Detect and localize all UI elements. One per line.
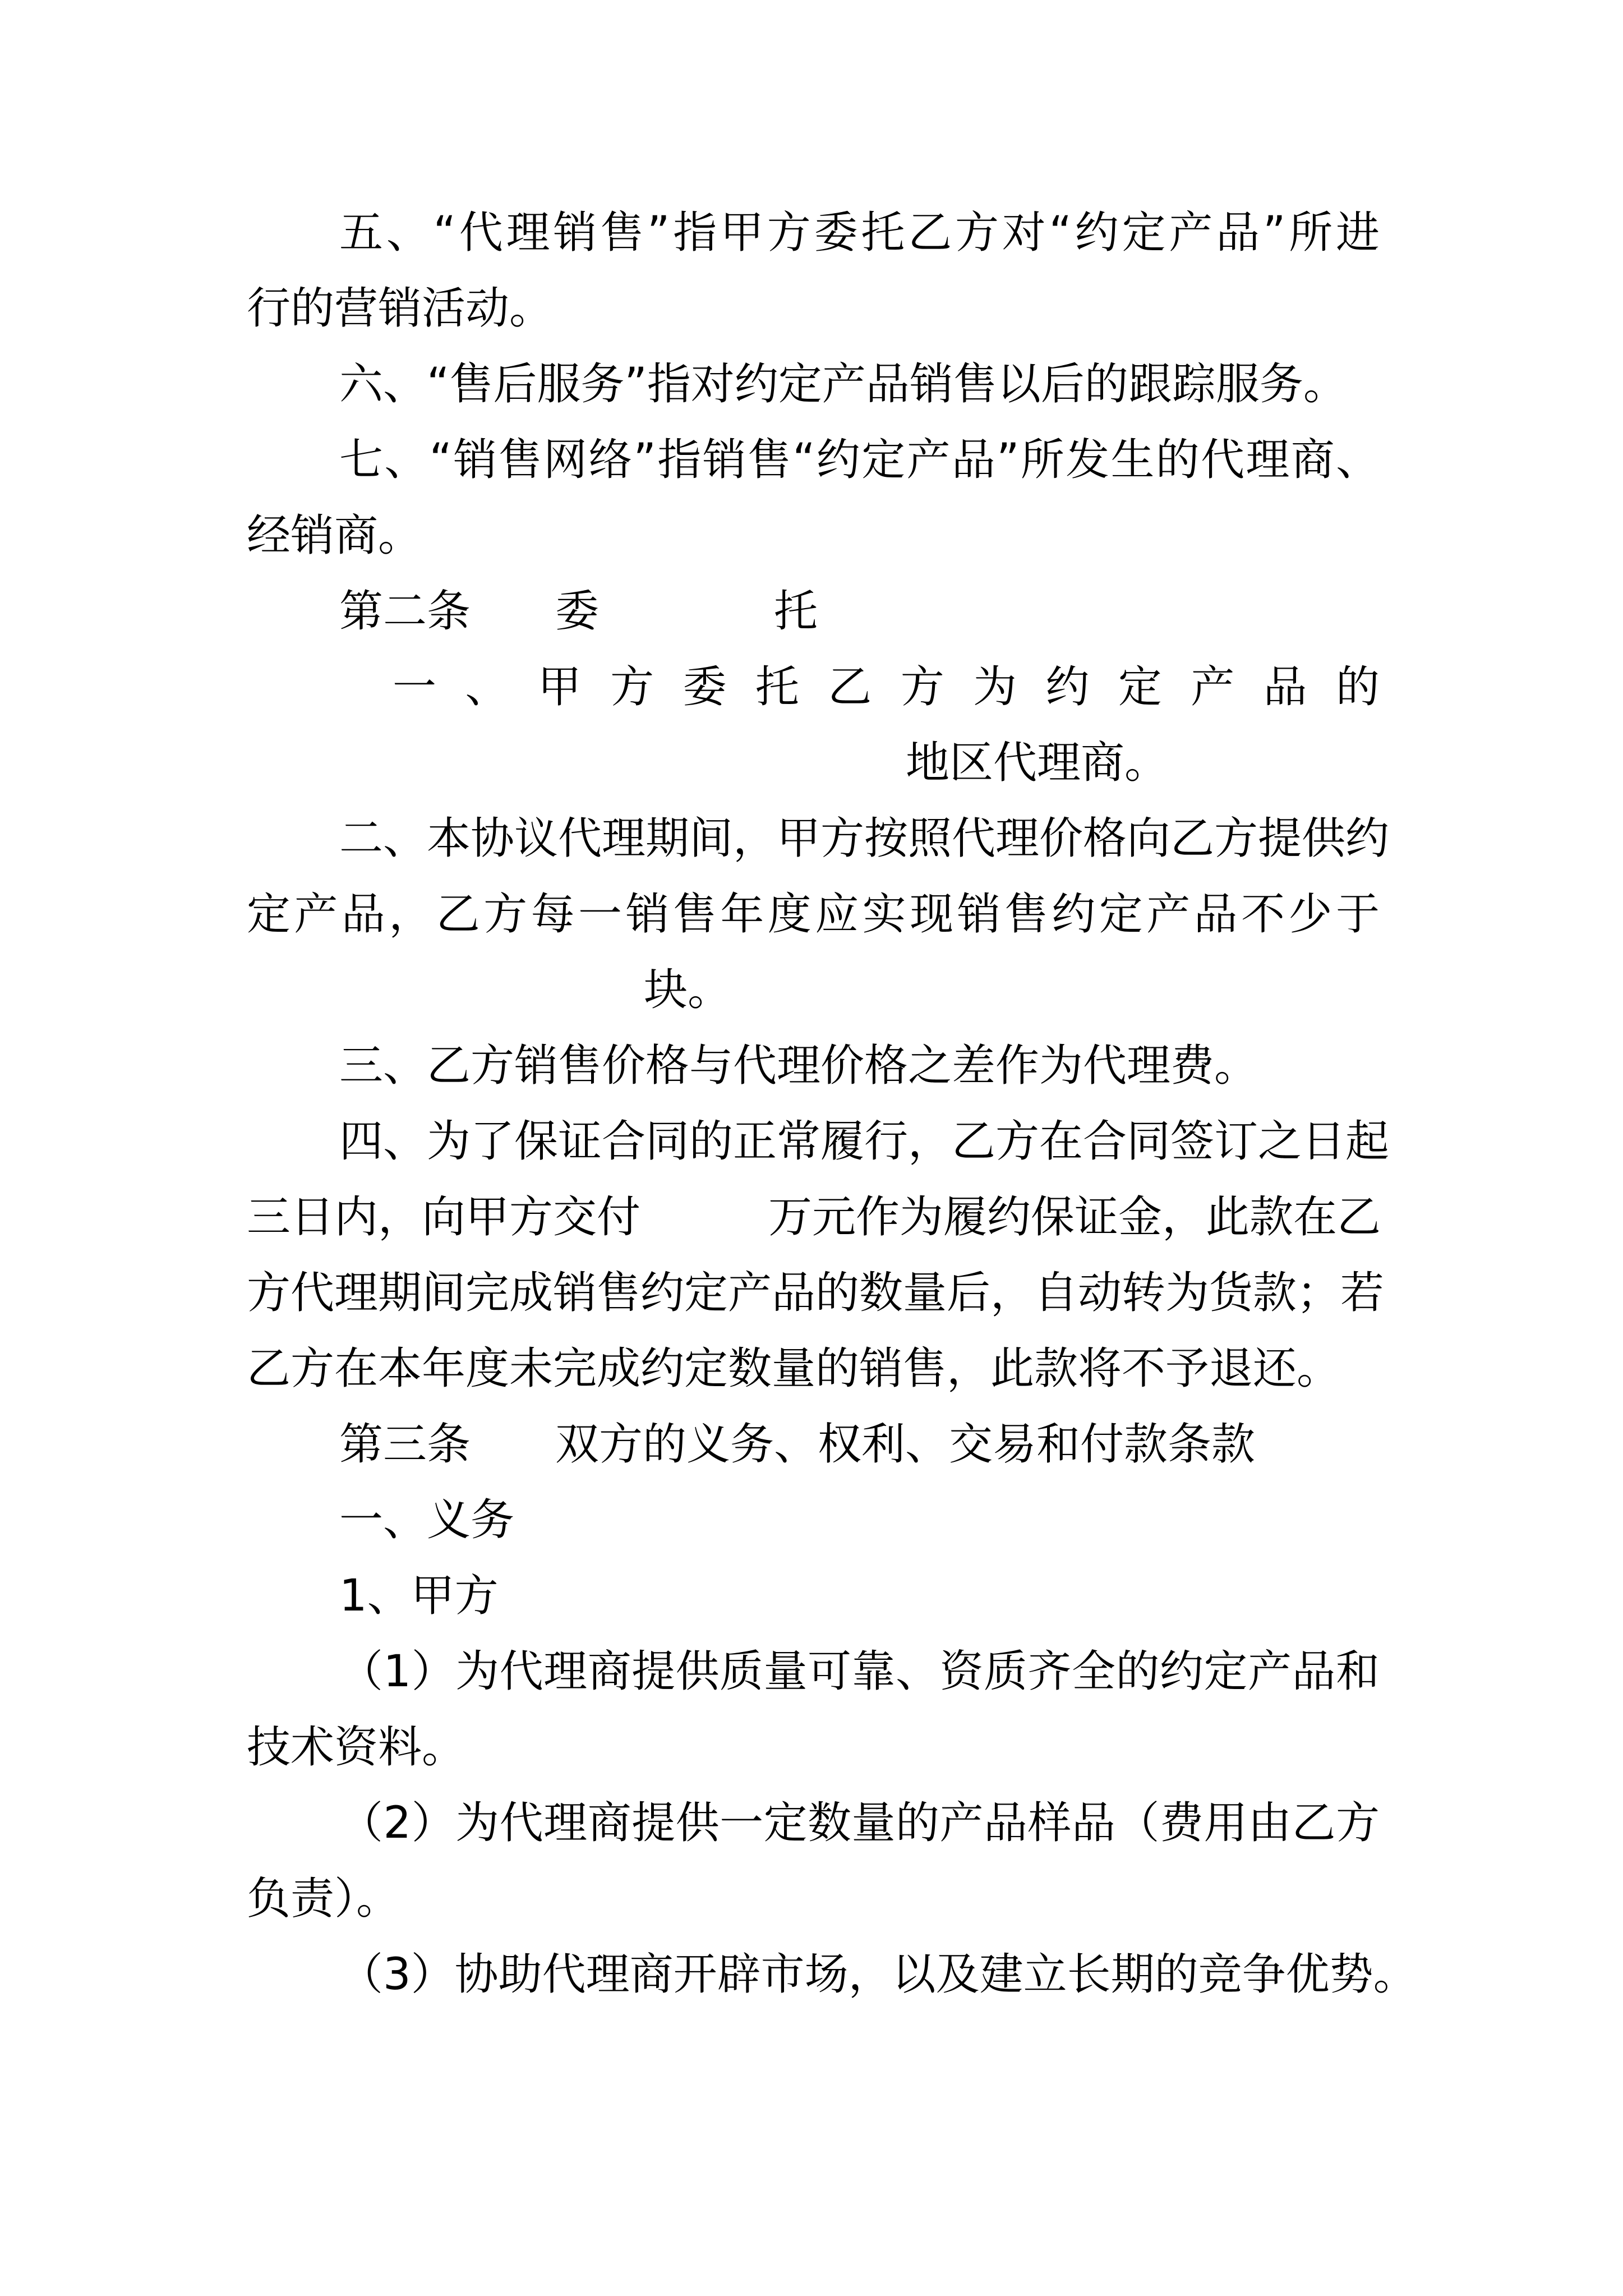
article-heading: 第二条 (339, 586, 471, 637)
article-title-char: 委 (555, 586, 600, 637)
article-heading: 第三条 (339, 1419, 471, 1470)
section-heading: 一、义务 (339, 1495, 515, 1545)
paragraph-line: 技术资料。 (247, 1722, 466, 1773)
paragraph-line: 乙方在本年度未完成约定数量的销售，此款将不予退还。 (247, 1343, 1341, 1394)
paragraph-line: 二、本协议代理期间，甲方按照代理价格向乙方提供约 (339, 813, 1390, 864)
paragraph-line: 地区代理商。 (906, 738, 1169, 788)
paragraph-line: 方代理期间完成销售约定产品的数量后，自动转为货款；若 (247, 1268, 1385, 1318)
paragraph-line: 四、为了保证合同的正常履行，乙方在合同签订之日起 (339, 1116, 1390, 1167)
paragraph-line: 块。 (644, 965, 732, 1015)
paragraph-line: 负责）。 (247, 1874, 400, 1924)
paragraph-line: （2）为代理商提供一定数量的产品样品（费用由乙方 (339, 1798, 1380, 1848)
paragraph-line: 一 、 甲 方 委 托 乙 方 为 约 定 产 品 的 (393, 662, 1380, 712)
paragraph-line: （1）为代理商提供质量可靠、资质齐全的约定产品和 (339, 1646, 1380, 1697)
article-title-char: 托 (774, 586, 818, 637)
paragraph-line: 经销商。 (247, 510, 422, 561)
paragraph-line: 三日内，向甲方交付 (247, 1192, 641, 1243)
paragraph-line: 五、“代理销售”指甲方委托乙方对“约定产品”所进 (339, 208, 1380, 258)
paragraph-line: （3）协助代理商开辟市场，以及建立长期的竞争优势。 (339, 1949, 1417, 2000)
paragraph-line: 三、乙方销售价格与代理价格之差作为代理费。 (339, 1041, 1258, 1091)
paragraph-line: 七、“销售网络”指销售“约定产品”所发生的代理商、 (339, 435, 1380, 485)
article-title: 双方的义务、权利、交易和付款条款 (555, 1419, 1256, 1470)
paragraph-line: 行的营销活动。 (247, 283, 554, 334)
paragraph-line: 定产品，乙方每一销售年度应实现销售约定产品不少于 (247, 889, 1380, 940)
paragraph-line: 万元作为履约保证金，此款在乙 (768, 1192, 1381, 1243)
paragraph-line: 六、“售后服务”指对约定产品销售以后的跟踪服务。 (339, 359, 1347, 409)
subsection-heading: 1、甲方 (339, 1571, 499, 1621)
